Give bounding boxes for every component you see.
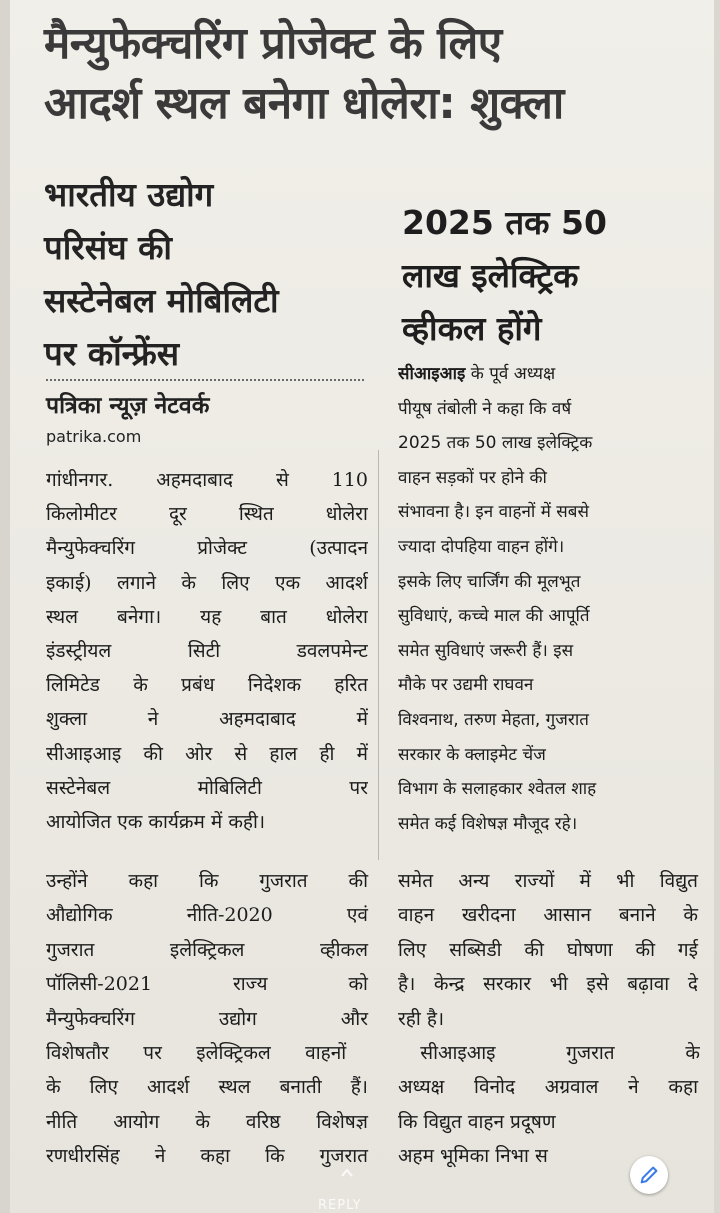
word: अध्यक्ष	[398, 1076, 445, 1099]
word: आदर्श	[147, 1076, 190, 1099]
word: वरिष्ठ	[245, 1110, 281, 1133]
word: बनाने	[618, 904, 656, 927]
subhead-line: पर कॉन्फ्रेंस	[44, 334, 180, 373]
word: राज्यों	[514, 870, 555, 892]
word: रणधीरसिंह	[46, 1145, 120, 1168]
word: निदेशक	[247, 674, 301, 697]
word: धोलेरा	[325, 503, 368, 526]
body-line-right	[398, 933, 698, 967]
word: औद्योगिक	[46, 904, 113, 927]
body-line	[398, 668, 698, 703]
word: में	[356, 708, 368, 731]
word: गई	[677, 938, 698, 961]
body-line	[46, 702, 368, 736]
body-line	[398, 738, 698, 773]
word: स्थित	[238, 503, 274, 526]
pencil-icon	[638, 1164, 660, 1186]
body-line	[46, 634, 368, 668]
word: लिए	[398, 938, 427, 961]
word: लिए	[89, 1076, 118, 1099]
word: सरकार	[483, 973, 531, 996]
word: बात	[260, 605, 287, 628]
body-line	[46, 531, 368, 565]
word: स्थल	[218, 1076, 251, 1099]
body-line	[398, 634, 698, 669]
body-line-right	[398, 1070, 698, 1104]
word: अहमदाबाद	[219, 708, 296, 731]
word: में	[579, 870, 591, 892]
word: (उत्पादन	[309, 537, 368, 560]
body-line-left	[46, 967, 368, 1001]
word: की	[348, 870, 368, 892]
word: स्थल	[46, 605, 79, 628]
word: गुजरात	[46, 938, 95, 961]
line-text: 2025 तक 50 लाख इलेक्ट्रिक	[398, 433, 593, 454]
body-line	[46, 737, 368, 771]
word: प्रबंध	[181, 674, 215, 697]
word: कहा	[128, 870, 159, 892]
body-row	[46, 864, 700, 898]
word: बनेगा।	[117, 605, 162, 628]
word: कि	[265, 1145, 285, 1168]
word: विशेषज्ञ	[316, 1110, 368, 1133]
word: नीति	[46, 1110, 78, 1133]
word: पर	[349, 776, 368, 799]
word: इसे	[586, 973, 609, 996]
word: सस्टेनेबल	[46, 776, 111, 799]
body-line	[398, 703, 698, 738]
body-line-right: कि विद्युत वाहन प्रदूषण	[398, 1110, 556, 1133]
word: विशेषतौर	[46, 1041, 109, 1064]
body-line-right	[398, 898, 698, 932]
word: सीआइआइ	[46, 742, 122, 765]
body-line-right	[398, 864, 698, 898]
word: के	[46, 1076, 61, 1099]
word: समेत	[398, 870, 434, 892]
line-text: वाहन सड़कों पर होने की	[398, 467, 547, 488]
dotted-divider	[46, 379, 364, 381]
word: वाहनों	[305, 1041, 347, 1064]
body-line	[398, 565, 698, 600]
word: गुजरात	[319, 1145, 368, 1168]
word: सीआइआइ	[420, 1041, 496, 1064]
body-line-left	[46, 1139, 368, 1173]
word: पर	[143, 1041, 162, 1064]
word: के	[685, 1041, 700, 1064]
body-line-left	[46, 1070, 368, 1104]
word: ही	[319, 742, 335, 765]
word: बनाती	[279, 1076, 322, 1099]
word: के	[133, 674, 148, 697]
word: विनोद	[474, 1076, 516, 1099]
subhead-line: लाख इलेक्ट्रिक	[402, 256, 579, 295]
body-line: आयोजित एक कार्यक्रम में कही।	[46, 810, 266, 833]
word: इलेक्ट्रिकल	[196, 1041, 271, 1064]
word: व्हीकल	[320, 938, 368, 961]
body-line-left	[46, 1036, 346, 1070]
word: आदर्श	[325, 571, 368, 594]
word: डवलपमेन्ट	[296, 639, 368, 662]
word: यह	[200, 605, 222, 628]
body-line	[398, 772, 698, 807]
headline-line-2: आदर्श स्थल बनेगा धोलेरा: शुक्ला	[44, 78, 564, 129]
article-body-lower	[46, 864, 700, 1174]
word: के	[181, 571, 196, 594]
word: केन्द्र	[433, 973, 465, 996]
subheadline-right	[402, 196, 607, 355]
body-line	[46, 600, 368, 634]
body-line-left	[46, 1002, 368, 1036]
byline: पत्रिका न्यूज़ नेटवर्क	[46, 393, 210, 419]
body-line	[398, 530, 698, 565]
subhead-line: सस्टेनेबल मोबिलिटी	[44, 281, 279, 320]
word: लिमिटेड	[46, 674, 100, 697]
column-divider	[378, 450, 379, 860]
word: नीति-2020	[186, 904, 273, 927]
word: को	[348, 973, 368, 996]
word: की	[635, 938, 656, 961]
word: खरीदना	[461, 904, 516, 927]
body-line-left	[46, 1105, 368, 1139]
word: ने	[628, 1076, 639, 1099]
word: अन्य	[458, 870, 490, 892]
word: मैन्युफेक्चरिंग	[46, 537, 135, 560]
word: के	[683, 904, 698, 927]
reply-button[interactable]: REPLY	[318, 1198, 362, 1213]
body-line	[398, 426, 698, 461]
body-line	[46, 497, 368, 531]
word: ने	[147, 708, 159, 731]
lead-word: सीआइआइ	[398, 364, 466, 384]
word: हैं।	[350, 1076, 368, 1099]
word: की	[524, 938, 544, 961]
word: कहा	[200, 1145, 231, 1168]
word: हाल	[269, 742, 298, 765]
body-row	[46, 1070, 700, 1104]
word: गुजरात	[566, 1041, 615, 1064]
body-line-right: अहम भूमिका निभा स	[398, 1145, 548, 1168]
word: के	[195, 1110, 210, 1133]
word: ने	[154, 1145, 166, 1168]
word: प्रोजेक्ट	[197, 537, 248, 560]
subhead-line: 2025 तक 50	[402, 203, 607, 242]
line-text: समेत सुविधाएं जरूरी हैं। इस	[398, 640, 574, 661]
body-row	[46, 1036, 700, 1070]
subhead-line: व्हीकल होंगे	[402, 309, 542, 348]
word: सिटी	[187, 639, 221, 662]
page-edge-left	[0, 0, 10, 1213]
word: इकाई)	[46, 571, 92, 594]
word: गुजरात	[259, 870, 308, 892]
page-edge-right	[714, 0, 720, 1213]
subheadline-left	[44, 168, 374, 380]
word: 110	[331, 469, 368, 491]
word: की	[143, 742, 163, 765]
word: और	[340, 1007, 368, 1030]
word: अहमदाबाद	[156, 469, 234, 491]
word: घोषणा	[566, 938, 613, 961]
body-row	[46, 1105, 700, 1139]
line-text: संभावना है। इन वाहनों में सबसे	[398, 502, 589, 523]
word: इंडस्ट्रीयल	[46, 639, 112, 662]
subhead-line: परिसंघ की	[44, 228, 172, 267]
word: इलेक्ट्रिकल	[169, 938, 245, 961]
body-line	[398, 599, 698, 634]
body-row	[46, 898, 700, 932]
line-text: विश्वनाथ, तरुण मेहता, गुजरात	[398, 709, 589, 730]
word: आसान	[543, 904, 592, 927]
word: आयोग	[113, 1110, 160, 1133]
line-text: इसके लिए चार्जिंग की मूलभूत	[398, 571, 581, 592]
line-text: समेत कई विशेषज्ञ मौजूद रहे।	[398, 813, 578, 834]
word: कहा	[668, 1076, 698, 1099]
word: लगाने	[116, 571, 157, 594]
word: राज्य	[232, 973, 268, 996]
word: दे	[687, 973, 698, 996]
source-credit: patrika.com	[46, 427, 142, 446]
word: दूर	[168, 503, 187, 526]
chevron-up-icon[interactable]	[340, 1166, 354, 1180]
article-headline	[44, 14, 704, 134]
subhead-line: भारतीय उद्योग	[44, 175, 214, 214]
body-line-right	[398, 967, 698, 1001]
body-row	[46, 1002, 700, 1036]
body-line	[398, 461, 698, 496]
word: उन्होंने	[46, 870, 88, 892]
body-line-right: रही है।	[398, 1007, 445, 1030]
line-text: सरकार के क्लाइमेट चेंज	[398, 744, 546, 765]
body-line-left	[46, 933, 368, 967]
article-body-right	[398, 357, 698, 841]
word: भी	[616, 870, 635, 892]
word: पॉलिसी-2021	[46, 973, 153, 996]
word: लिए	[221, 571, 250, 594]
body-line	[46, 771, 368, 805]
word: है।	[398, 973, 416, 996]
body-line	[46, 463, 368, 497]
line-text: ज्यादा दोपहिया वाहन होंगे।	[398, 536, 565, 557]
word: मैन्युफेक्चरिंग	[46, 1007, 135, 1030]
word: में	[356, 742, 368, 765]
body-line-left	[46, 864, 368, 898]
body-row	[46, 933, 700, 967]
body-line	[398, 392, 698, 427]
line-text: विभाग के सलाहकार श्वेतल शाह	[398, 779, 597, 800]
line-text: के पूर्व अध्यक्ष	[465, 364, 556, 384]
body-line	[398, 357, 698, 392]
body-row	[46, 1139, 700, 1173]
body-line	[46, 566, 368, 600]
body-line-left	[46, 898, 368, 932]
word: उद्योग	[218, 1007, 257, 1030]
word: शुक्ला	[46, 708, 88, 731]
word: एवं	[346, 904, 368, 927]
word: विद्युत	[659, 870, 698, 892]
word: मोबिलिटी	[197, 776, 262, 799]
body-line	[46, 668, 368, 702]
body-row	[46, 967, 700, 1001]
word: गांधीनगर.	[46, 469, 114, 491]
line-text: मौके पर उद्यमी राघवन	[398, 675, 534, 696]
line-text: पीयूष तंबोली ने कहा कि वर्ष	[398, 398, 572, 419]
body-line	[398, 807, 698, 842]
word: वाहन	[398, 904, 435, 927]
word: बढ़ावा	[627, 973, 670, 996]
word: धोलेरा	[325, 605, 368, 628]
word: ओर	[185, 742, 213, 765]
word: किलोमीटर	[46, 503, 117, 526]
body-line	[398, 495, 698, 530]
word: सब्सिडी	[449, 938, 502, 961]
word: कि	[198, 870, 219, 892]
edit-button[interactable]	[630, 1156, 668, 1194]
body-line-right	[376, 1036, 700, 1070]
word: अग्रवाल	[544, 1076, 599, 1099]
line-text: सुविधाएं, कच्चे माल की आपूर्ति	[398, 606, 590, 627]
word: से	[275, 469, 289, 491]
headline-line-1: मैन्युफेक्चरिंग प्रोजेक्ट के लिए	[44, 18, 502, 69]
word: एक	[275, 571, 301, 594]
article-body-left	[46, 463, 368, 839]
word: भी	[549, 973, 568, 996]
word: हरित	[334, 674, 368, 697]
word: से	[234, 742, 248, 765]
